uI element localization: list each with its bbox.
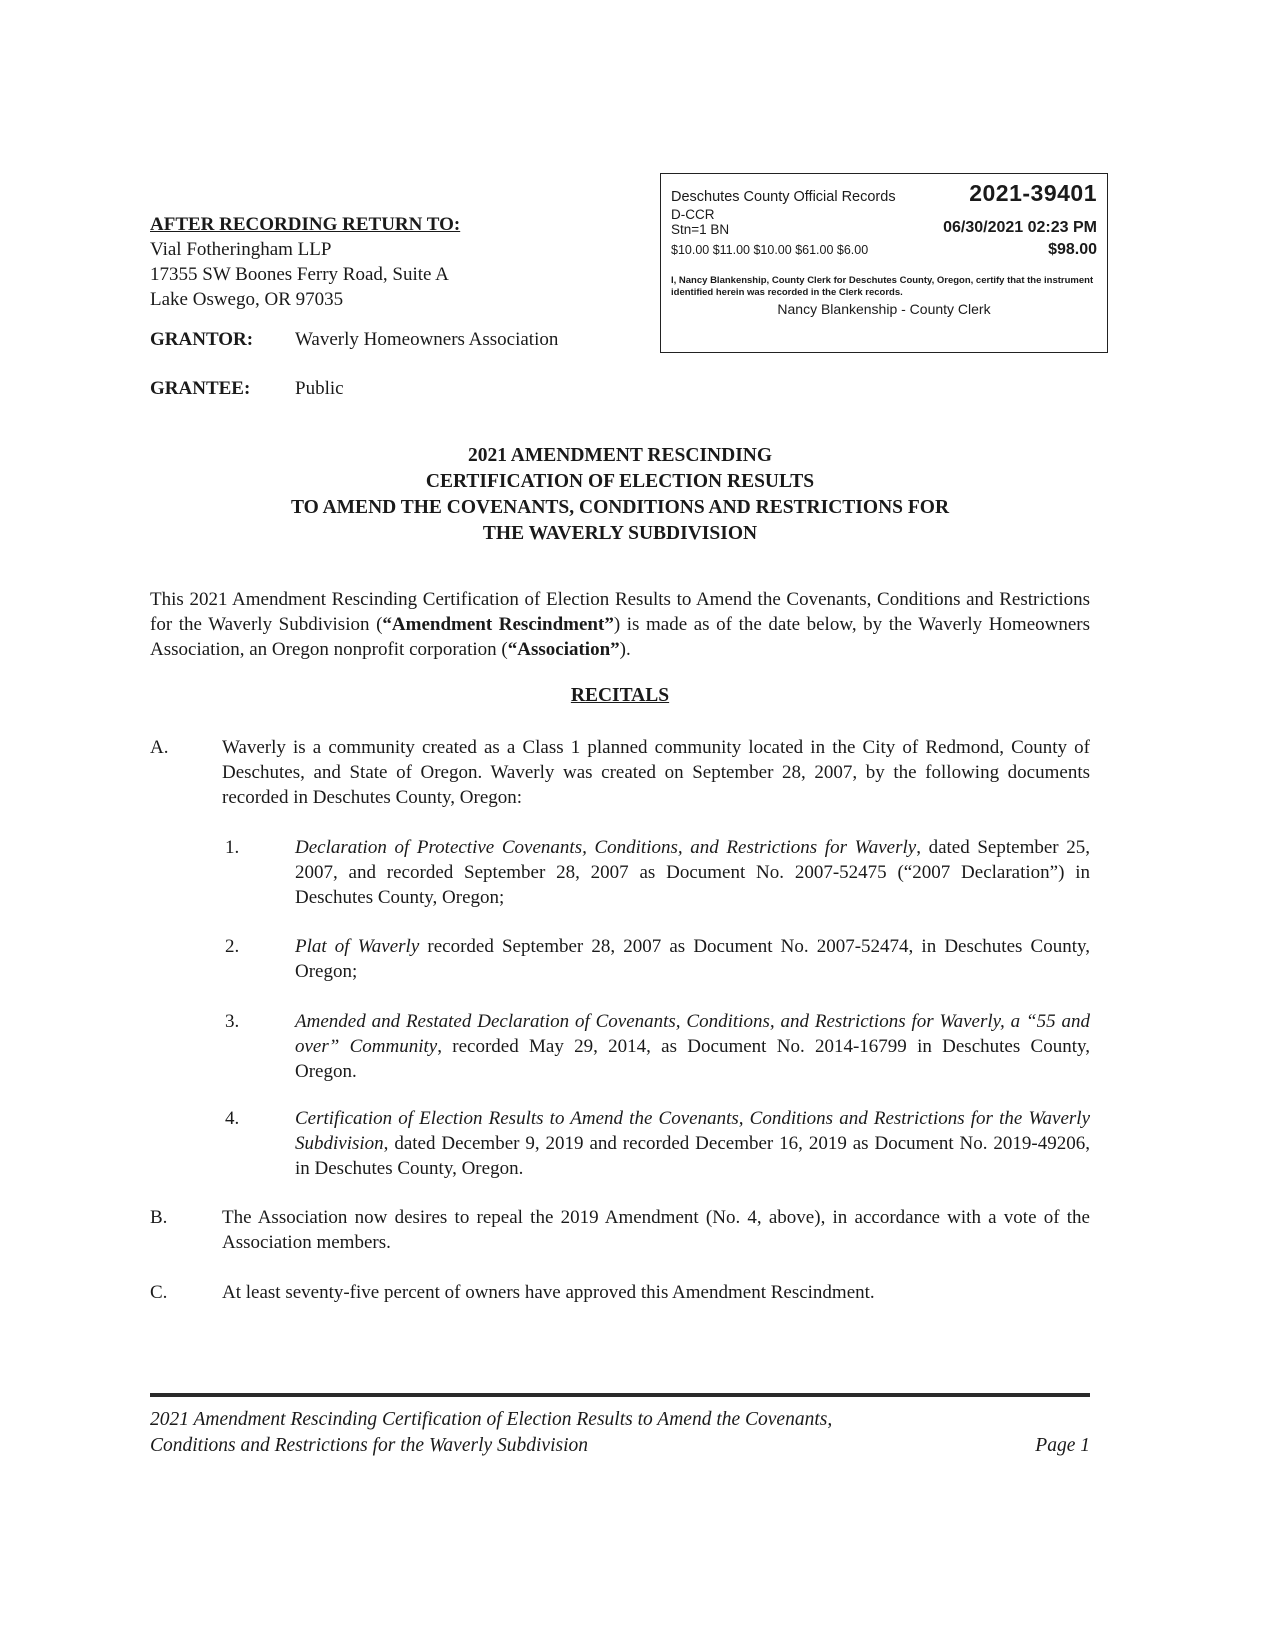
recording-type-code: D-CCR (671, 207, 715, 222)
grantee-value: Public (295, 378, 344, 399)
document-3-title: Amended and Restated Declaration of Covenants, Conditions, and Restrictions for Waverly, a “55 and over” Community (295, 1011, 1090, 1057)
footer-rule (150, 1393, 1090, 1397)
intro-paragraph (150, 587, 1090, 662)
grantor-value: Waverly Homeowners Association (295, 329, 559, 350)
return-to-address-line1: 17355 SW Boones Ferry Road, Suite A (150, 264, 449, 285)
document-item-3 (225, 1009, 1090, 1084)
document-item-4 (225, 1106, 1090, 1181)
title-line-1: 2021 AMENDMENT RESCINDING (467, 445, 773, 466)
recording-stamp (660, 173, 1108, 353)
footer-line-1: 2021 Amendment Rescinding Certification of Election Results to Amend the Covenants, (150, 1409, 833, 1430)
document-1-title: Declaration of Protective Covenants, Conditions, and Restrictions for Waverly (295, 837, 917, 858)
recital-c (150, 1280, 1090, 1305)
document-item-2 (225, 934, 1090, 984)
recording-station: Stn=1 BN (671, 222, 730, 237)
recital-a-text: Waverly is a community created as a Class 1 planned community located in the City of Redmond, County of Deschutes, and State of Oregon. Waverly was created on September 28, 2007, by the following documents recorded in Deschutes County, Oregon: (222, 737, 1090, 808)
return-to-block (150, 212, 460, 312)
document-2-details: recorded September 28, 2007 as Document No. 2007-52474, in Deschutes County, Oregon; (295, 936, 1091, 982)
return-to-name: Vial Fotheringham LLP (150, 239, 332, 260)
document-2-title: Plat of Waverly (295, 936, 420, 957)
recording-total: $98.00 (1048, 241, 1097, 258)
recital-a (150, 735, 1090, 810)
document-item-1 (225, 835, 1090, 910)
recital-a-letter: A. (150, 737, 169, 758)
intro-defined-term-association: “Association” (507, 639, 620, 660)
title-line-4: THE WAVERLY SUBDIVISION (482, 523, 758, 544)
document-4-title: Certification of Election Results to Amend the Covenants, Conditions and Restrictions for the Waverly Subdivision (295, 1108, 1090, 1154)
intro-part-3: ). (619, 639, 631, 660)
document-1-number: 1. (225, 837, 240, 858)
recital-b (150, 1205, 1090, 1255)
document-2-number: 2. (225, 936, 240, 957)
recital-c-text: At least seventy-five percent of owners have approved this Amendment Rescindment. (222, 1282, 875, 1303)
page-number: Page 1 (1035, 1435, 1090, 1456)
title-line-3: TO AMEND THE COVENANTS, CONDITIONS AND RESTRICTIONS FOR (290, 497, 950, 518)
title-line-2: CERTIFICATION OF ELECTION RESULTS (425, 471, 815, 492)
intro-part-2: ) is made as of the date below, by the Waverly Homeowners Association, an Oregon nonprofit corporation ( (150, 614, 1091, 660)
recording-certification: I, Nancy Blankenship, County Clerk for Deschutes County, Oregon, certify that the instrument identified herein was recorded in the Clerk records. (671, 275, 1094, 298)
recitals-heading: RECITALS (570, 685, 670, 706)
recording-fees: $10.00 $11.00 $10.00 $61.00 $6.00 (671, 243, 869, 257)
intro-defined-term-amendment: “Amendment Rescindment” (382, 614, 614, 635)
recital-c-letter: C. (150, 1282, 168, 1303)
page-footer (150, 1407, 1090, 1459)
grantee-line (150, 378, 344, 400)
document-3-details: , recorded May 29, 2014, as Document No. 2014-16799 in Deschutes County, Oregon. (295, 1036, 1090, 1082)
recording-doc-number: 2021-39401 (969, 180, 1097, 206)
document-1-details: , dated September 25, 2007, and recorded September 28, 2007 as Document No. 2007-52475 (“2007 Declaration”) in Deschutes County, Oregon; (295, 837, 1090, 908)
grantor-line (150, 329, 558, 351)
document-4-number: 4. (225, 1108, 240, 1129)
return-to-address-line2: Lake Oswego, OR 97035 (150, 289, 344, 310)
document-3-number: 3. (225, 1011, 240, 1032)
grantor-label: GRANTOR: (150, 329, 254, 350)
recital-b-letter: B. (150, 1207, 168, 1228)
return-to-heading: AFTER RECORDING RETURN TO: (150, 214, 461, 235)
recording-agency: Deschutes County Official Records (671, 189, 896, 205)
document-4-details: , dated December 9, 2019 and recorded December 16, 2019 as Document No. 2019-49206, in Deschutes County, Oregon. (295, 1133, 1090, 1179)
recording-datetime: 06/30/2021 02:23 PM (943, 219, 1097, 236)
intro-part-1: This 2021 Amendment Rescinding Certification of Election Results to Amend the Covenants, Conditions and Restrictions for the Waverly Subdivision ( (150, 589, 1090, 635)
footer-line-2: Conditions and Restrictions for the Waverly Subdivision (150, 1435, 589, 1456)
recital-b-text: The Association now desires to repeal the 2019 Amendment (No. 4, above), in accordance with a vote of the Association members. (222, 1207, 1090, 1253)
grantee-label: GRANTEE: (150, 378, 251, 399)
document-title (150, 443, 1090, 547)
recording-clerk: Nancy Blankenship - County Clerk (777, 301, 991, 317)
